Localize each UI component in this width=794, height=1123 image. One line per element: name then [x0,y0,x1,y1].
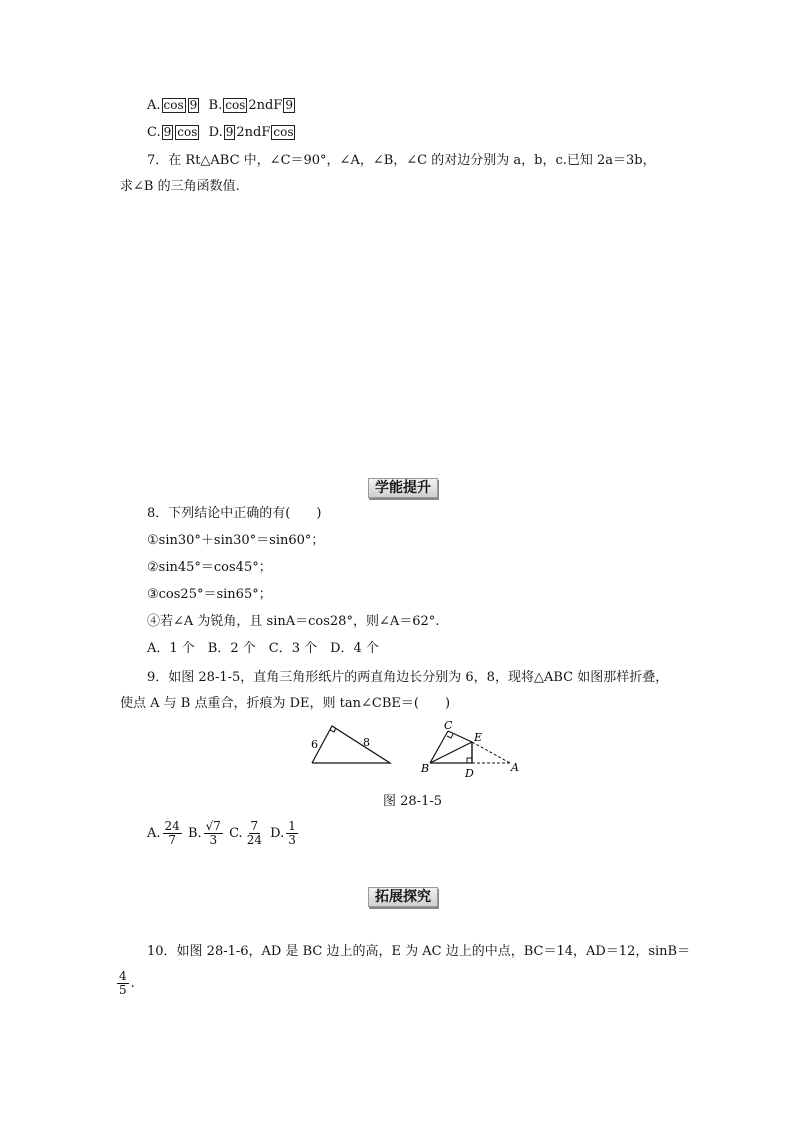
q6-option-b-label: B. [208,98,223,113]
q10-sinb-fraction [117,970,129,997]
q9-options [147,816,300,852]
q9-option-d-fraction [286,820,298,847]
point-label-b: B [421,762,430,775]
q8-statement-1: ①sin30°＋sin30°＝sin60°； [147,533,325,548]
q10-line2 [117,966,135,1002]
q6-key-9: 9 [225,125,234,139]
q6-key-2ndf: 2ndF [236,125,271,140]
section-banner-xuenengtisheng: 学能提升 [368,478,438,498]
left-triangle-outline [312,726,390,763]
q9-option-b-fraction [204,820,223,847]
section-banner-tuozhantanjiu: 拓展探究 [368,887,438,907]
point-label-e: E [474,731,483,744]
fraction-numerator: 1 [288,819,296,833]
q8-statement-4: ④若∠A 为锐角，且 sinA＝cos28°，则∠A＝62°. [147,614,440,629]
q10-tail: . [130,976,135,991]
q6-key-cos: cos [177,125,198,139]
segment-ea-dashed [472,742,510,763]
left-side-label-6: 6 [311,738,318,751]
q9-option-c-label: C. [229,826,243,841]
q8-options: A．1 个 B．2 个 C．3 个 D．4 个 [147,641,379,656]
q9-option-b-label: B. [187,826,202,841]
q6-key-cos: cos [163,98,184,112]
left-side-label-8: 8 [363,736,370,749]
q9-option-a-fraction [163,820,182,847]
folded-triangle [420,719,519,780]
point-label-a: A [511,761,519,774]
q6-option-a-label: A. [147,98,161,113]
fraction-denominator: 24 [246,833,262,847]
q10-line1: 10．如图 28-1-6，AD 是 BC 边上的高，E 为 AC 边上的中点，BC＝14，AD＝12，sinB＝ [147,944,691,959]
left-right-triangle [311,726,390,763]
q6-key-9: 9 [189,98,198,112]
fraction-denominator: 7 [168,833,176,847]
q6-option-c-label: C. [147,125,161,140]
fraction-numerator: √7 [205,819,221,833]
fraction-denominator: 5 [119,983,127,997]
q9-option-c-fraction [245,820,264,847]
q6-key-2ndf: 2ndF [248,98,283,113]
point-label-c: C [444,719,453,732]
q9-option-a-label: A. [147,826,161,841]
q6-key-9: 9 [163,125,172,139]
q8-statement-3: ③cos25°＝sin65°； [147,587,272,602]
fraction-numerator: 7 [250,819,259,833]
fraction-numerator: 24 [164,819,180,833]
q6-option-d-label: D. [208,125,223,140]
q8-statement-2: ②sin45°＝cos45°； [147,560,272,575]
q7-line1: 7．在 Rt△ABC 中，∠C＝90°，∠A，∠B，∠C 的对边分别为 a，b，c.已知 2a＝3b， [147,153,656,168]
q6-key-9: 9 [285,98,293,112]
q9-figure [300,718,530,780]
q6-key-cos: cos [273,125,294,139]
point-label-d: D [465,767,474,780]
q6-options-row1 [147,97,296,115]
q9-line2: 使点 A 与 B 点重合，折痕为 DE，则 tan∠CBE＝( ) [120,696,451,711]
q9-option-d-label: D. [270,826,285,841]
fraction-denominator: 3 [288,833,296,847]
fraction-denominator: 3 [209,833,218,847]
q9-figure-caption: 图 28-1-5 [383,794,443,809]
d-right-angle-mark [467,758,472,763]
fraction-numerator: 4 [119,969,127,983]
q6-key-cos: cos [225,98,246,112]
c-right-angle-mark [447,734,453,738]
q8-stem: 8．下列结论中正确的有( ) [147,506,322,521]
q7-line2: 求∠B 的三角函数值. [120,179,240,194]
q6-options-row2 [147,124,296,142]
q9-line1: 9．如图 28-1-5，直角三角形纸片的两直角边长分别为 6，8，现将△ABC 如图那样折叠， [147,670,669,685]
